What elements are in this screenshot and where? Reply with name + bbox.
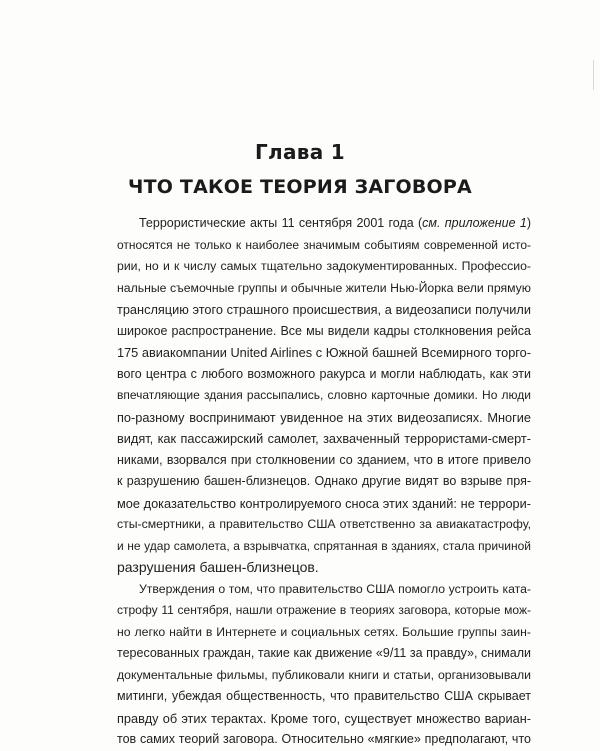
text-line: никами, взорвался при столкновении со зданием, что в итоге привело <box>117 452 531 467</box>
text-segment: Террористические акты 11 сентября 2001 года ( <box>139 216 423 230</box>
text-line: мое доказательство контролируемого сноса этих зданий: не террори- <box>117 495 531 511</box>
text-line: но легко найти в Интернете и социальных сетях. Большие группы заин- <box>117 624 531 639</box>
text-line: широкое распространение. Все мы видели кадры столкновения рейса <box>117 323 531 338</box>
text-line: трансляцию этого страшного происшествия, а видеозаписи получили <box>117 302 531 317</box>
text-line: вого центра с любого возможного ракурса и могли наблюдать, как эти <box>117 366 531 381</box>
text-line: по-разному воспринимают увиденное на этих видеозаписях. Многие <box>117 409 531 425</box>
page-edge-mark <box>593 60 594 90</box>
appendix-reference: см. приложение 1 <box>422 216 527 230</box>
text-line <box>117 213 531 235</box>
text-line: к разрушению башен-близнецов. Однако другие видят во взрыве пря- <box>117 474 531 488</box>
text-line: разрушения башен-близнецов. <box>117 559 319 575</box>
text-line: тересованных граждан, такие как движение «9/11 за правду», снимали <box>117 646 531 660</box>
text-line: митинги, убеждая общественность, что правительство США скрывает <box>117 689 531 703</box>
text-line: тов самих теорий заговора. Относительно «мягкие» предполагают, что <box>117 732 531 746</box>
text-line: видят, как пассажирский самолет, захваченный террористами-смерт- <box>117 431 531 446</box>
text-line: впечатляющие здания рассыпались, словно карточные домики. Но люди <box>117 388 531 402</box>
paragraph-2 <box>117 579 531 751</box>
text-line: нальные съемочные группы и обычные жители Нью-Йорка вели прямую <box>117 280 531 295</box>
text-line: строфу 11 сентября, нашли отражение в теориях заговора, которые мож- <box>117 603 531 617</box>
chapter-title: ЧТО ТАКОЕ ТЕОРИЯ ЗАГОВОРА <box>128 176 472 198</box>
text-line: Утверждения о том, что правительство США помогло устроить ката- <box>139 581 531 596</box>
text-line: и не удар самолета, а взрывчатка, спрятанная в зданиях, стала причиной <box>117 538 531 553</box>
text-segment: ) <box>526 216 531 230</box>
chapter-number: Глава 1 <box>254 140 346 164</box>
text-line: рии, но и к числу самых тщательно задокументированных. Профессио- <box>117 259 531 273</box>
text-line: документальные фильмы, публиковали книги и статьи, организовывали <box>117 667 531 682</box>
paragraph-1 <box>117 213 531 579</box>
body-text <box>117 213 531 751</box>
text-line: 175 авиакомпании United Airlines с Южной башней Всемирного торго- <box>117 345 531 360</box>
text-line: сты-смертники, а правительство США ответственно за авиакатастрофу, <box>117 517 531 531</box>
text-line: относятся не только к наиболее значимым событиям современной исто- <box>117 237 531 252</box>
text-line: правду об этих терактах. Кроме того, существует множество вариан- <box>117 710 531 726</box>
